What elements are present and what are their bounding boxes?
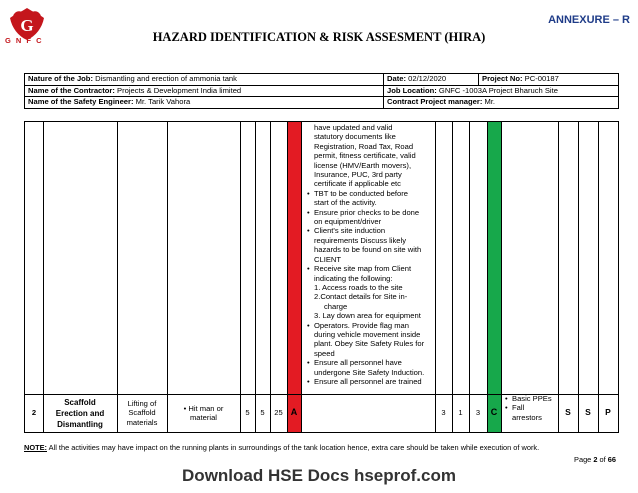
control-measure-line: • Ensure all personnel have	[307, 358, 455, 367]
ppe-item: • Basic PPEs	[501, 394, 561, 403]
annexure-label: ANNEXURE – R	[548, 14, 630, 26]
control-measure-line: statutory documents like	[314, 132, 396, 142]
job-nature-cell: Nature of the Job: Dismantling and erection of ammonia tank	[25, 74, 384, 86]
control-measure-line: during vehicle movement inside	[314, 329, 421, 339]
responsibility-1: S	[565, 407, 571, 418]
severity-value: 5	[245, 408, 250, 418]
page-number: Page 2 of 66	[574, 455, 616, 464]
control-measure-line: • Client's site induction	[307, 226, 455, 235]
date-cell: Date: 02/12/2020	[384, 74, 479, 86]
residual-rating-letter: C	[490, 407, 498, 418]
control-measure-line: • Ensure all personnel are trained	[307, 377, 455, 386]
control-measure-line: Insurance, PUC, 3rd party	[314, 170, 402, 180]
responsibility-2: S	[585, 407, 591, 418]
activity-cell: Scaffold Erection and Dismantling	[55, 397, 105, 429]
info-row	[25, 74, 619, 86]
control-measure-line: • Ensure prior checks to be done	[307, 208, 455, 217]
control-measure-line: permit, fitness certificate, valid	[314, 151, 416, 161]
note: NOTE: All the activities may have impact on the running plants in surroundings of the tank location hence, extra care should be taken while execution of work.	[24, 443, 540, 452]
safety-engineer-cell: Name of the Safety Engineer: Mr. Tarik Vahora	[25, 97, 384, 109]
hazard-cell: • Hit man or material	[183, 403, 224, 422]
control-measure-line: have updated and valid	[314, 123, 393, 132]
control-measure-line: indicating the following:	[314, 273, 393, 283]
residual-severity-value: 3	[441, 408, 446, 418]
job-info-table	[24, 73, 619, 109]
responsibility-3: P	[605, 407, 611, 418]
residual-risk-value: 3	[475, 408, 481, 418]
control-measures	[307, 123, 455, 386]
control-measure-line: requirements Discuss likely	[314, 235, 406, 245]
control-measure-line: • Operators. Provide flag man	[307, 321, 455, 330]
info-row	[25, 85, 619, 97]
svg-text:G: G	[20, 16, 34, 35]
control-measure-line: certificate if applicable etc	[314, 179, 401, 189]
control-measure-line: • Receive site map from Client	[307, 264, 455, 273]
contractor-cell: Name of the Contractor: Projects & Development India limited	[25, 85, 384, 97]
sub-activity-cell: Lifting of Scaffold materials	[126, 398, 158, 427]
control-measure-line: hazards to be found on site with	[314, 245, 422, 255]
control-measure-line: undergone Site Safety Induction.	[314, 367, 425, 377]
footer-banner[interactable]: Download HSE Docs hseprof.com	[182, 466, 456, 485]
control-measure-line: • TBT to be conducted before	[307, 189, 455, 198]
document-title: HAZARD IDENTIFICATION & RISK ASSESMENT (HIRA)	[152, 30, 486, 44]
hira-table	[24, 121, 619, 433]
control-measure-line: Registration, Road Tax, Road	[314, 141, 414, 151]
ppe-item: • Fall	[501, 403, 561, 412]
control-measure-line: charge	[324, 301, 348, 311]
control-measure-line: plant. Obey Site Safety Rules for	[314, 339, 425, 349]
control-measure-line: license (HMV/Earth movers),	[314, 160, 412, 170]
ppe-item-cont: arrestors	[512, 412, 542, 422]
control-measure-line: CLIENT	[314, 254, 342, 264]
residual-likelihood-value: 1	[458, 408, 463, 418]
job-location-cell: Job Location: GNFC -1003A Project Bharuch Site	[384, 85, 619, 97]
control-measure-line: speed	[314, 348, 335, 358]
project-manager-cell: Contract Project manager: Mr.	[384, 97, 619, 109]
control-measure-line: 3. Lay down area for equipment	[314, 311, 421, 321]
serial-no: 2	[31, 408, 37, 418]
risk-rating-letter: A	[290, 407, 298, 418]
info-row	[25, 97, 619, 109]
control-measure-line: 2.Contact details for Site in-	[314, 292, 408, 302]
project-no-cell: Project No: PC-00187	[479, 74, 619, 86]
control-measure-line: start of the activity.	[314, 198, 377, 208]
likelihood-value: 5	[260, 408, 265, 418]
risk-rating-cell-red	[287, 122, 301, 432]
risk-value: 25	[274, 408, 283, 418]
ppe-list	[501, 394, 561, 422]
residual-rating-cell-green	[487, 122, 501, 432]
logo-text: G N F C	[5, 36, 43, 45]
control-measure-line: 1. Access roads to the site	[314, 282, 403, 292]
control-measure-line: on equipment/driver	[314, 217, 382, 227]
